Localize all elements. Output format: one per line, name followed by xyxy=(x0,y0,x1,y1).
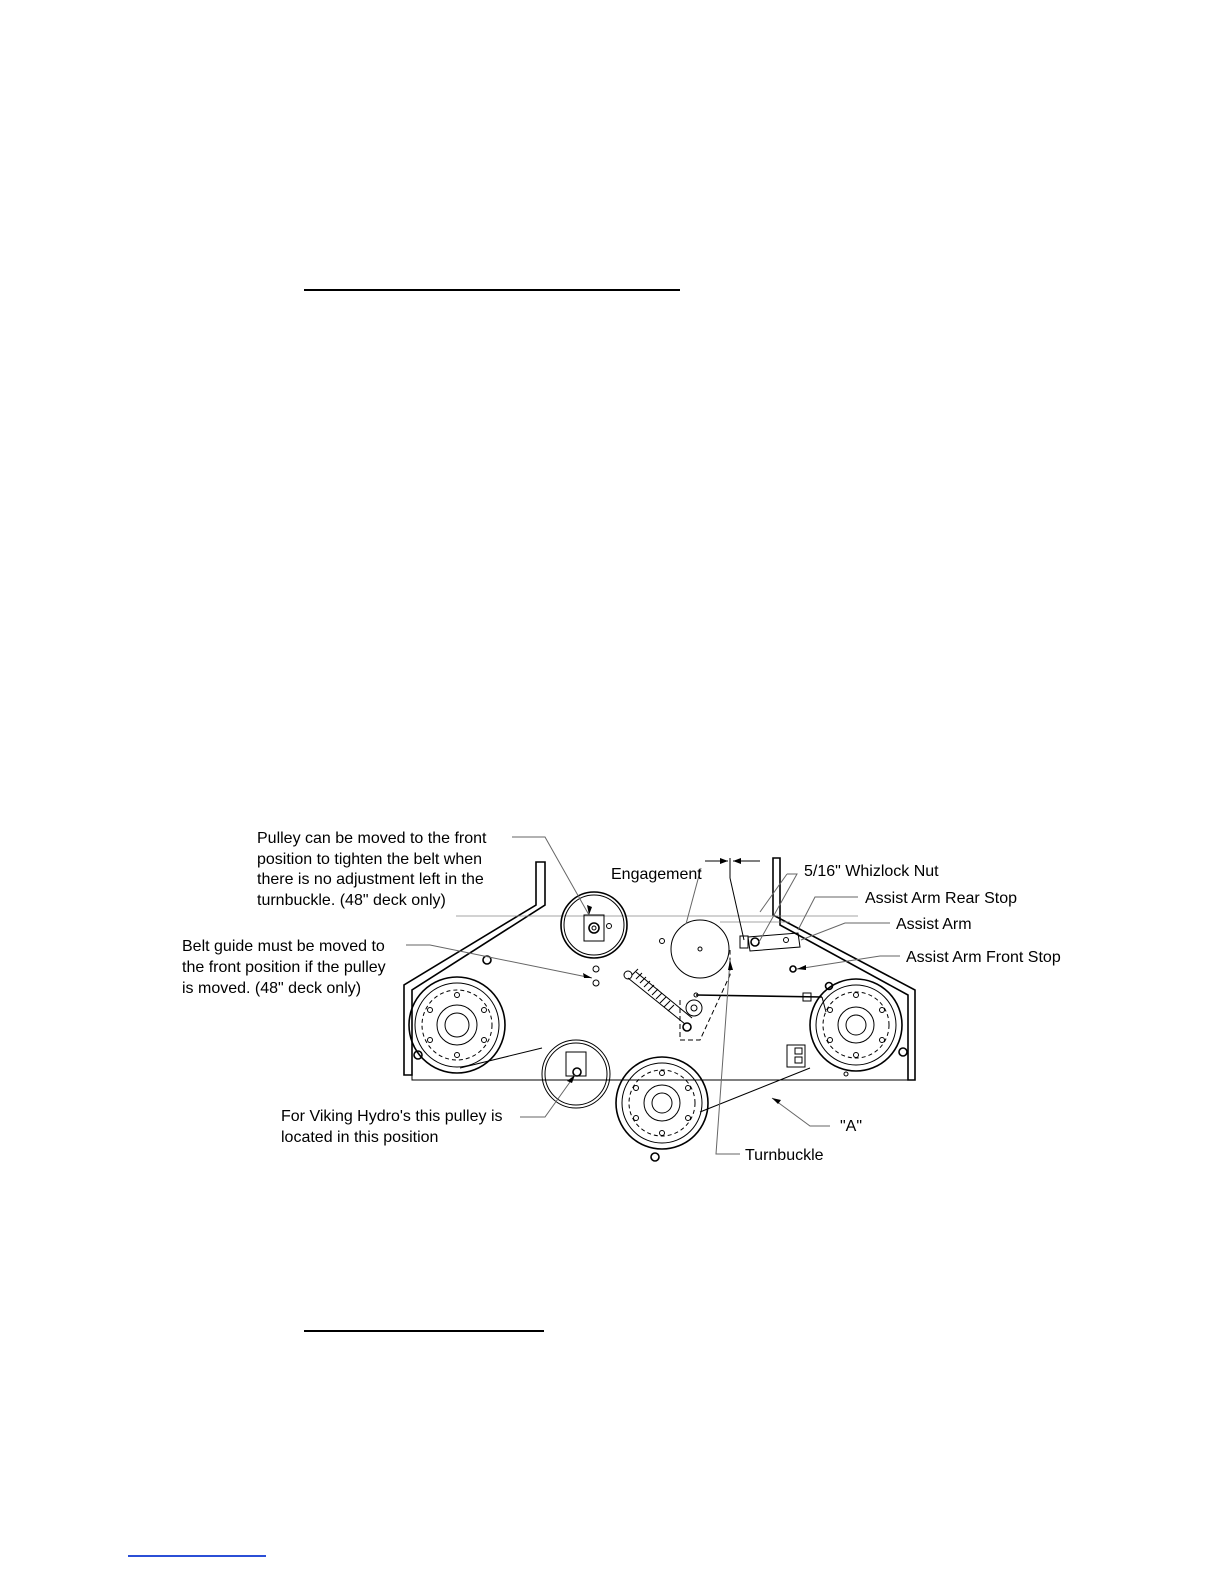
belt-guide-hole-upper xyxy=(593,966,599,972)
pulley-front-note-line-1: Pulley can be moved to the front xyxy=(257,830,487,847)
engagement-idler-pulley xyxy=(660,920,730,978)
assist-arm-label: Assist Arm xyxy=(896,916,972,933)
assist-arm-front-stop-part xyxy=(790,966,796,972)
front-idler-pulley xyxy=(561,892,627,958)
belt-guide-hole-lower xyxy=(593,980,599,986)
viking-note-line-2: located in this position xyxy=(281,1129,439,1146)
center-bottom-bolt xyxy=(651,1153,659,1161)
pulley-front-note-line-2: position to tighten the belt when xyxy=(257,851,483,868)
right-spindle-pulley xyxy=(810,979,902,1071)
belt-guide-note-line-2: the front position if the pulley xyxy=(182,959,386,976)
pulley-front-note-line-4: turnbuckle. (48" deck only) xyxy=(257,892,446,909)
turnbuckle-rod xyxy=(694,993,826,1012)
assist-arm-part xyxy=(740,933,800,951)
whizlock-nut-label: 5/16" Whizlock Nut xyxy=(804,863,939,880)
turnbuckle-label: Turnbuckle xyxy=(745,1147,824,1164)
viking-note-line-1: For Viking Hydro's this pulley is xyxy=(281,1108,503,1125)
switch-bracket xyxy=(787,1045,805,1067)
spindle-tab xyxy=(844,1072,848,1076)
tension-spring xyxy=(624,969,692,1031)
pulley-front-note-line-3: there is no adjustment left in the xyxy=(257,871,484,888)
assist-arm-front-stop-label: Assist Arm Front Stop xyxy=(906,949,1061,966)
belt-guide-note-line-3: is moved. (48" deck only) xyxy=(182,980,362,997)
viking-position-pulley xyxy=(542,1040,610,1108)
deck-outline xyxy=(404,858,915,1080)
assist-arm-rear-stop-label: Assist Arm Rear Stop xyxy=(865,890,1018,907)
center-spindle-pulley xyxy=(616,1057,708,1149)
engagement-dimension xyxy=(705,858,773,940)
engagement-label: Engagement xyxy=(611,866,702,883)
belt-guide-note-line-1: Belt guide must be moved to xyxy=(182,938,385,955)
left-spindle-pulley xyxy=(409,977,505,1073)
a-callout-label: "A" xyxy=(840,1118,863,1135)
right-rear-bolt xyxy=(899,1048,907,1056)
